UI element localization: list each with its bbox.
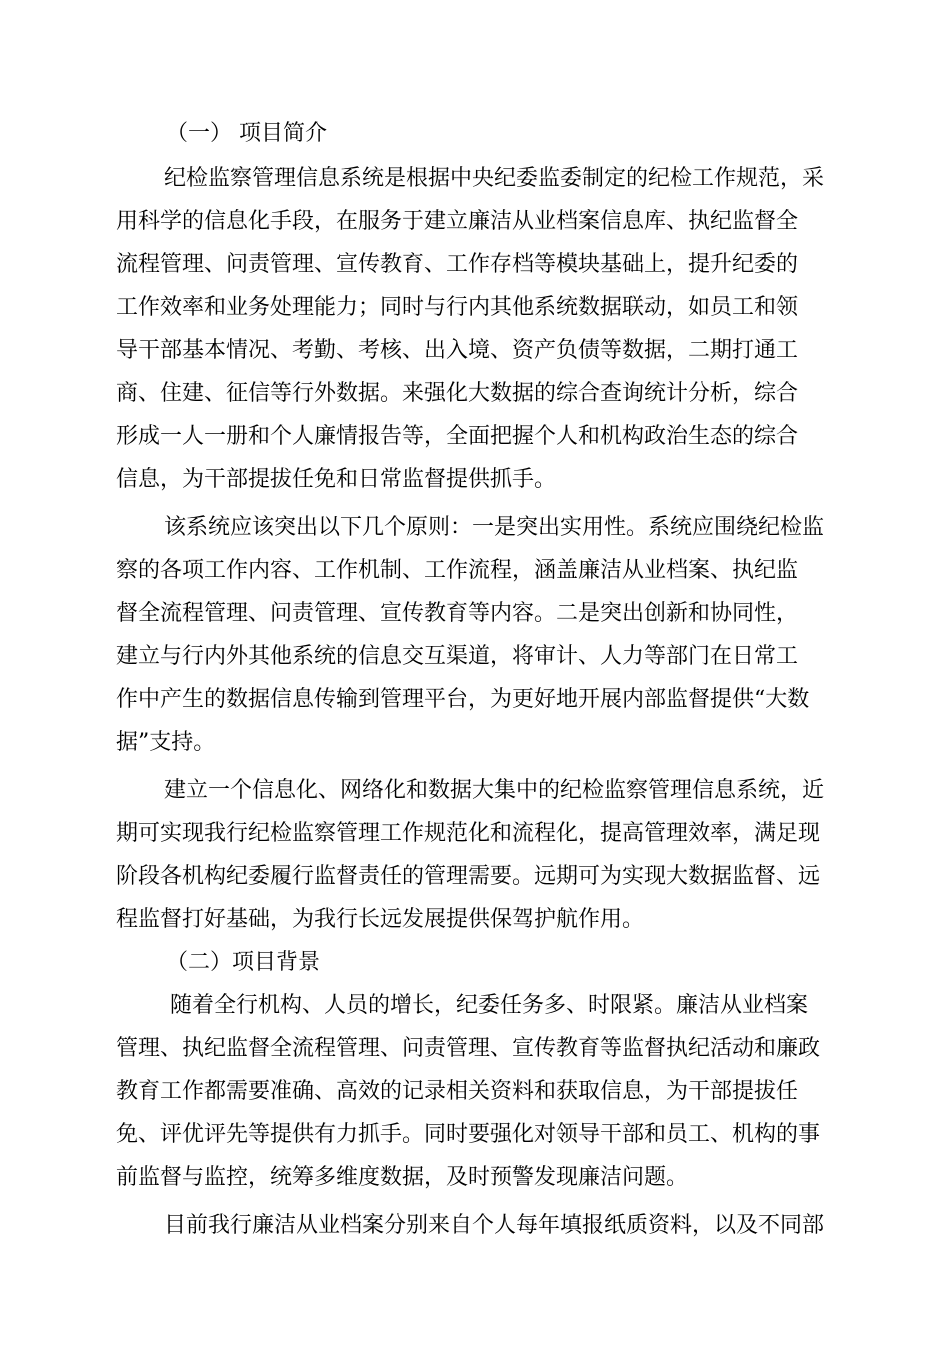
paragraph-line: 随着全行机构、人员的增长，纪委任务多、时限紧。廉洁从业档案 — [170, 993, 809, 1018]
paragraph-line: 前监督与监控，统筹多维度数据，及时预警发现廉洁问题。 — [116, 1165, 689, 1190]
paragraph-line: 用科学的信息化手段，在服务于建立廉洁从业档案信息库、执纪监督全 — [116, 209, 799, 234]
paragraph-line: 信息，为干部提拔任免和日常监督提供抓手。 — [116, 467, 557, 492]
paragraph-line: 工作效率和业务处理能力；同时与行内其他系统数据联动，如员工和领 — [116, 295, 799, 320]
paragraph-line: 作中产生的数据信息传输到管理平台，为更好地开展内部监督提供“大数 — [116, 687, 810, 712]
paragraph-line: 阶段各机构纪委履行监督责任的管理需要。远期可为实现大数据监督、远 — [116, 864, 821, 889]
paragraph-line: 程监督打好基础，为我行长远发展提供保驾护航作用。 — [116, 907, 645, 932]
paragraph-line: 期可实现我行纪检监察管理工作规范化和流程化，提高管理效率，满足现 — [116, 821, 821, 846]
paragraph-line: 督全流程管理、问责管理、宣传教育等内容。二是突出创新和协同性， — [116, 601, 799, 626]
paragraph-line: 免、评优评先等提供有力抓手。同时要强化对领导干部和员工、机构的事 — [116, 1122, 821, 1147]
paragraph-line: 管理、执纪监督全流程管理、问责管理、宣传教育等监督执纪活动和廉政 — [116, 1036, 821, 1061]
paragraph-line: 商、住建、征信等行外数据。来强化大数据的综合查询统计分析，综合 — [116, 381, 799, 406]
paragraph-line: 建立一个信息化、网络化和数据大集中的纪检监察管理信息系统，近 — [164, 778, 825, 803]
paragraph-line: 形成一人一册和个人廉情报告等，全面把握个人和机构政治生态的综合 — [116, 424, 799, 449]
paragraph-line: 流程管理、问责管理、宣传教育、工作存档等模块基础上，提升纪委的 — [116, 252, 799, 277]
section-heading-1: （一） 项目简介 — [166, 121, 327, 146]
paragraph-line: 据”支持。 — [116, 730, 216, 755]
paragraph-line: 该系统应该突出以下几个原则：一是突出实用性。系统应围绕纪检监 — [164, 515, 825, 540]
paragraph-line: 建立与行内外其他系统的信息交互渠道，将审计、人力等部门在日常工 — [116, 644, 799, 669]
paragraph-line: 纪检监察管理信息系统是根据中央纪委监委制定的纪检工作规范，采 — [164, 166, 825, 191]
section-heading-2: （二）项目背景 — [166, 950, 321, 975]
paragraph-line: 导干部基本情况、考勤、考核、出入境、资产负债等数据，二期打通工 — [116, 338, 799, 363]
paragraph-line: 教育工作都需要准确、高效的记录相关资料和获取信息，为干部提拔任 — [116, 1079, 799, 1104]
paragraph-line: 目前我行廉洁从业档案分别来自个人每年填报纸质资料，以及不同部 — [164, 1213, 825, 1238]
paragraph-line: 察的各项工作内容、工作机制、工作流程，涵盖廉洁从业档案、执纪监 — [116, 558, 799, 583]
